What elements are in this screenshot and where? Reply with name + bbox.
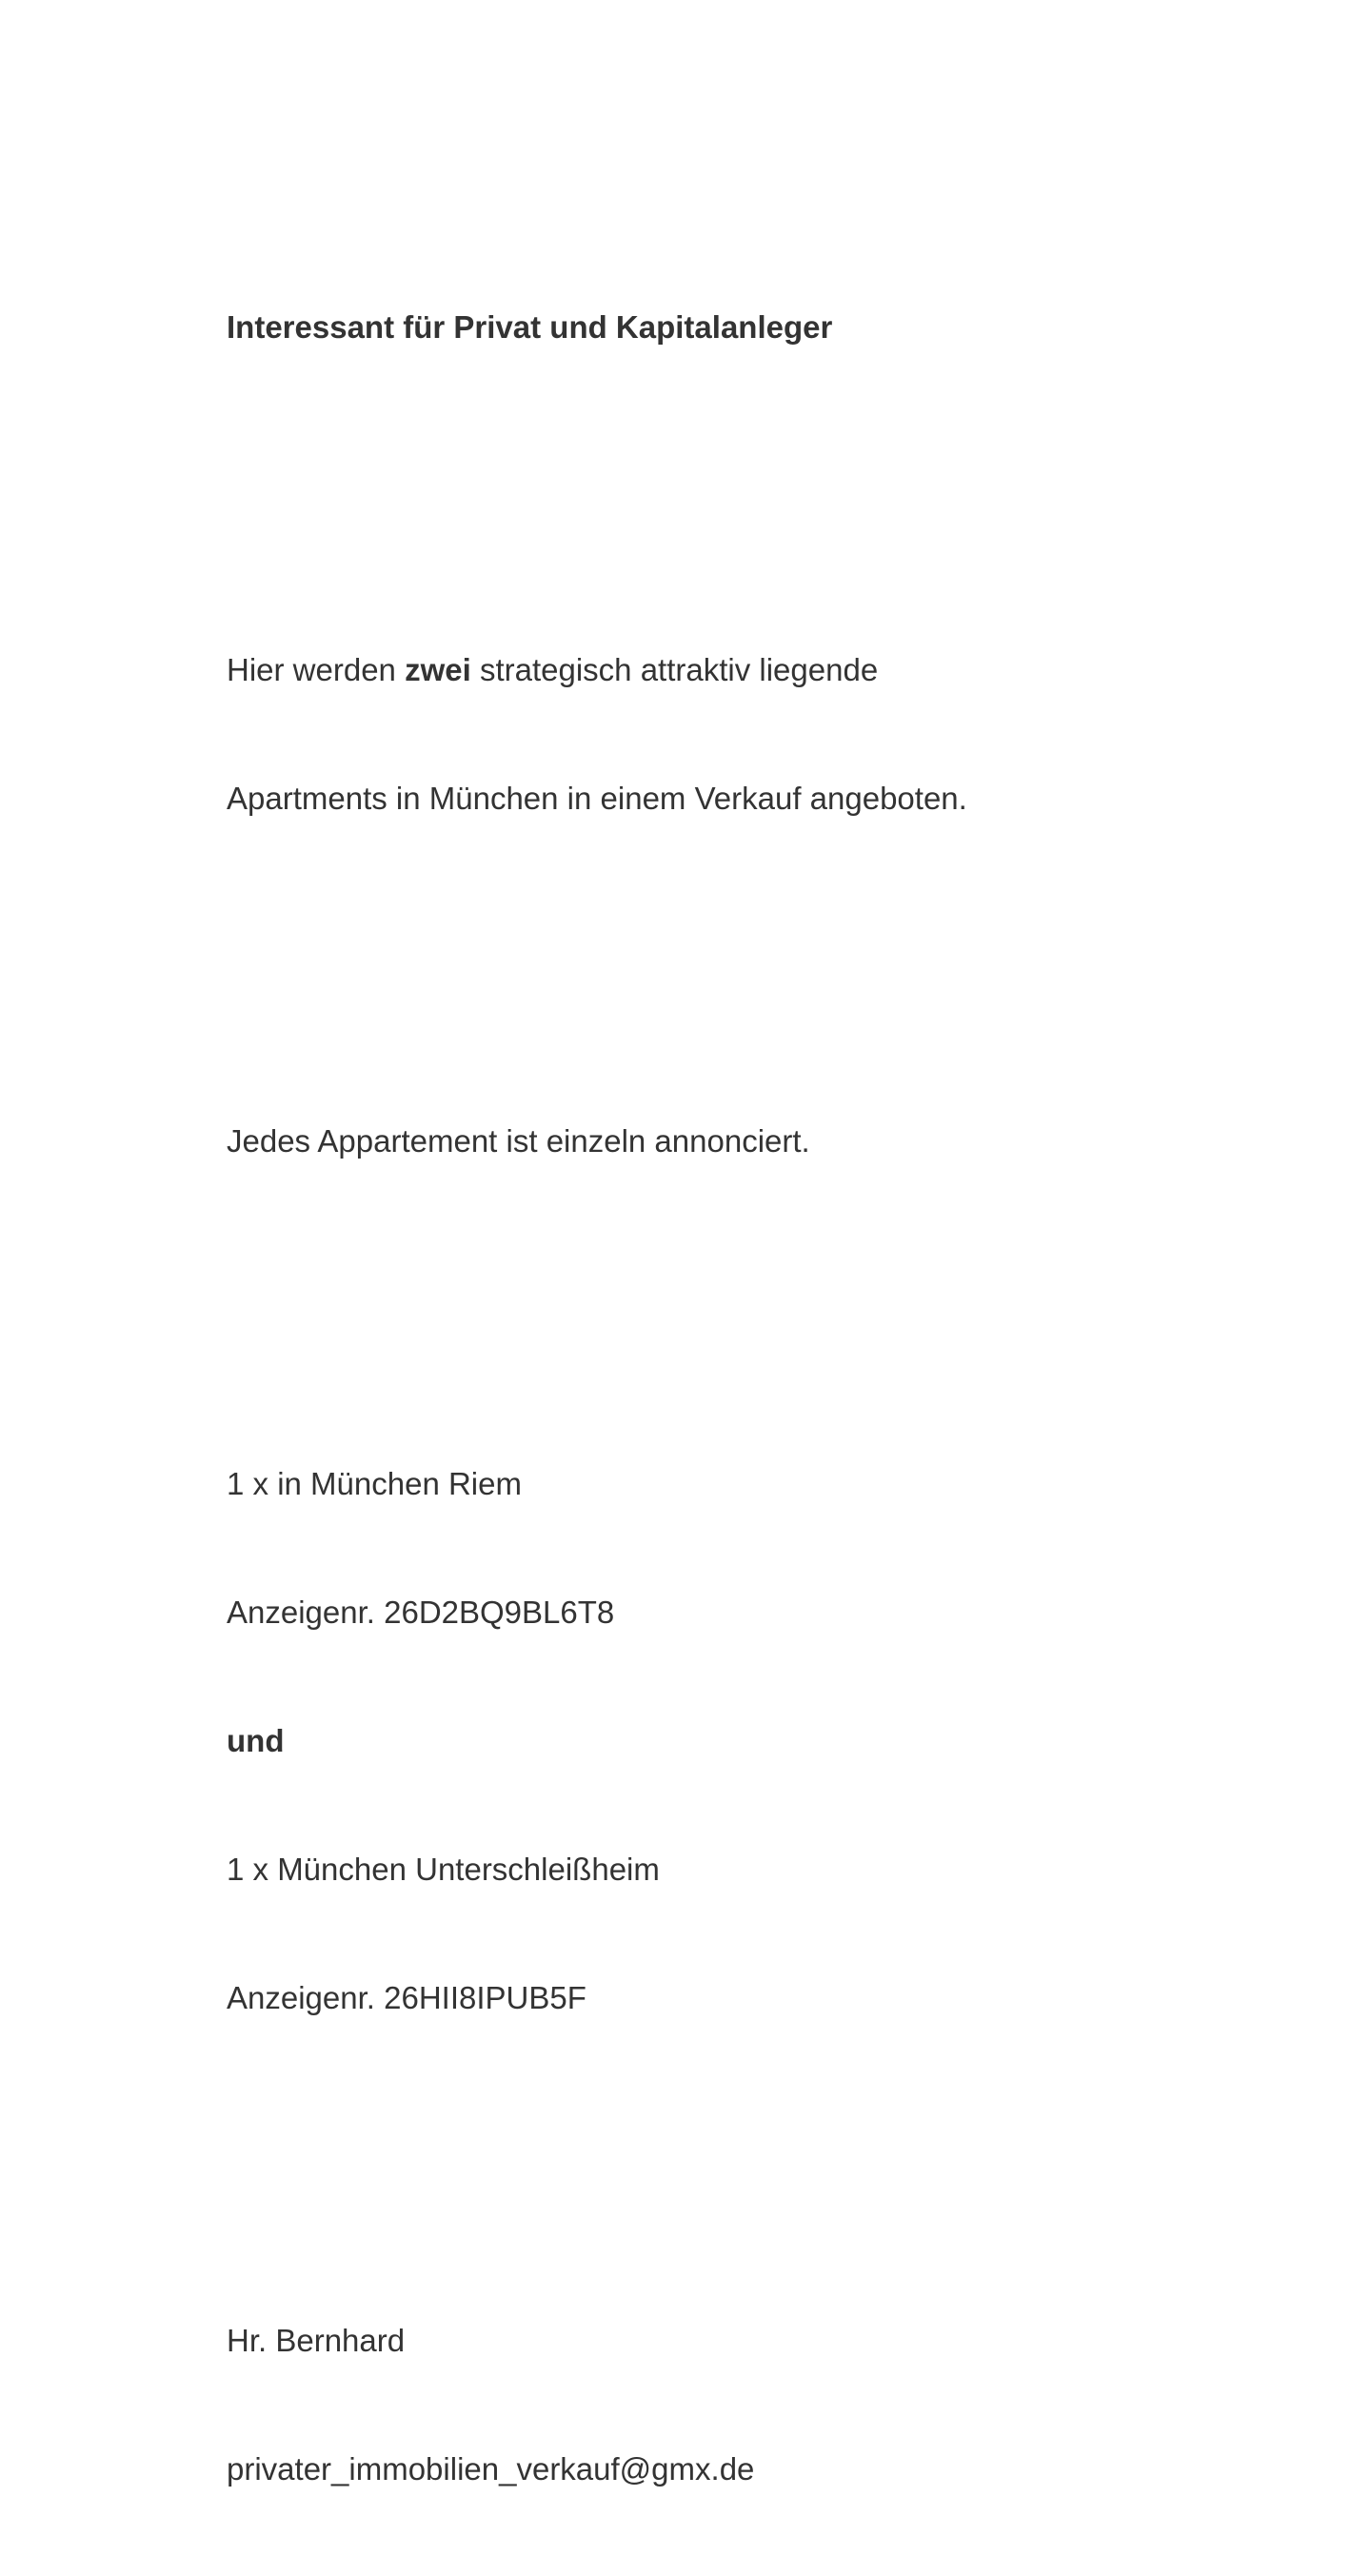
listing1-location: 1 x in München Riem [227, 1466, 522, 1501]
intro-line-2: Apartments in München in einem Verkauf angeboten. [227, 781, 967, 816]
intro-text-start: Hier werden [227, 652, 406, 687]
blank-line [227, 1291, 967, 1334]
blank-line [227, 477, 967, 520]
ad-text-block [227, 177, 967, 2576]
listing2-ad-number: Anzeigenr. 26HII8IPUB5F [227, 1980, 586, 2015]
blank-line [227, 2148, 967, 2190]
contact-name: Hr. Bernhard [227, 2323, 406, 2358]
connector-und: und [227, 1723, 285, 1758]
listing1-ad-number: Anzeigenr. 26D2BQ9BL6T8 [227, 1595, 615, 1630]
intro-text-end: strategisch attraktiv liegende [470, 652, 879, 687]
note-line: Jedes Appartement ist einzeln annonciert. [227, 1123, 810, 1159]
intro-line-1 [227, 648, 967, 691]
contact-email: privater_immobilien_verkauf@gmx.de [227, 2451, 755, 2487]
blank-line [227, 948, 967, 991]
intro-emphasis-zwei: zwei [405, 652, 471, 687]
ad-heading: Interessant für Privat und Kapitalanleger [227, 309, 833, 345]
listing2-location: 1 x München Unterschleißheim [227, 1852, 660, 1887]
